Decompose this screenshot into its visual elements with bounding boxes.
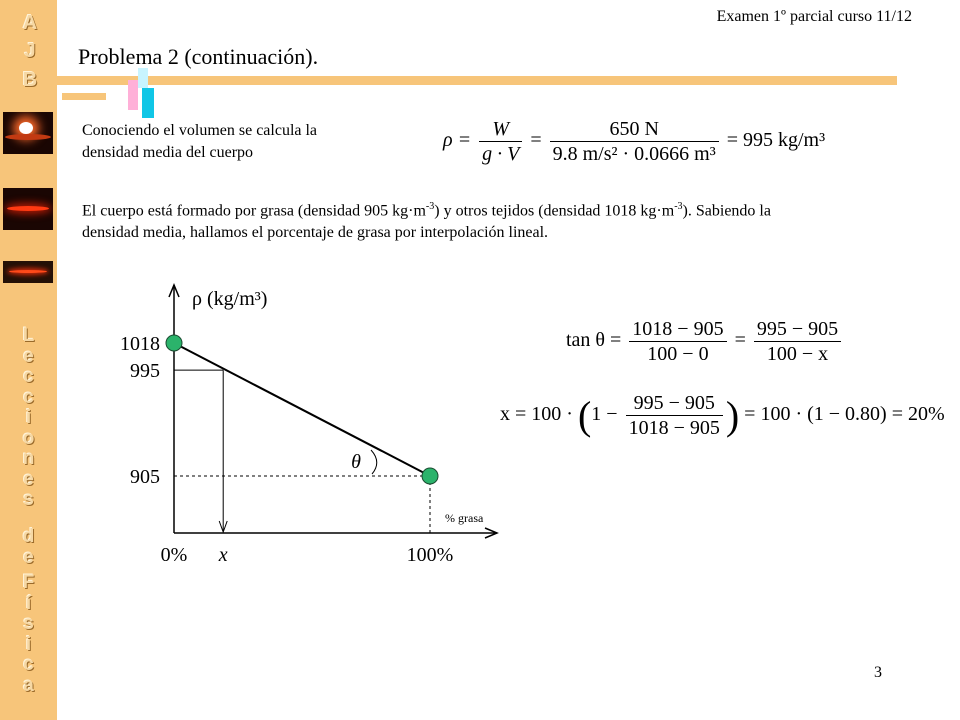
logo-letter-j: J [24, 40, 36, 62]
density-eq-den1: g · V [482, 143, 520, 165]
y-tick-995: 995 [130, 360, 160, 383]
y-axis-label: ρ (kg/m³) [192, 288, 268, 310]
comp-a: El cuerpo está formado por grasa (densidad 905 kg·m [82, 202, 426, 220]
x-eq-lhs: x = 100 · [500, 403, 573, 426]
x-axis-label: % grasa [445, 511, 484, 525]
angle-label: θ [351, 451, 361, 473]
data-point-1 [422, 468, 438, 484]
y-tick-1018: 1018 [120, 333, 160, 355]
density-eq-result: = 995 kg/m³ [726, 129, 826, 152]
density-equation: ρ = $\frac{W}{g \cdot V}$ = $\frac{650 N}{\text{9.8 m/s² · 0.0666 m³}}$ = 995 kg/m³ [443, 118, 826, 165]
logo-letter-b: B [22, 69, 38, 91]
intro-line-2: densidad media del cuerpo [82, 144, 254, 161]
composition-line-2: densidad media, hallamos el porcentaje de grasa por interpolación lineal. [82, 224, 549, 242]
tan-equation [566, 317, 844, 366]
density-eq-lhs: ρ = [443, 129, 472, 152]
y-tick-905: 905 [130, 466, 160, 488]
page-title: Problema 2 (continuación). [78, 44, 319, 69]
page-number: 3 [874, 664, 882, 681]
comp-exp2: -3 [674, 201, 683, 212]
x-tick-0: 0% [160, 544, 188, 566]
exam-label: Examen 1º parcial curso 11/12 [716, 8, 912, 25]
tan-eq-lhs: tan θ = [566, 329, 622, 352]
comp-b: ) y otros tejidos (densidad 1018 kg·m [434, 202, 675, 220]
density-eq-den2: 9.8 m/s² · 0.0666 m³ [552, 143, 716, 165]
density-eq-num1: W [479, 117, 522, 142]
density-eq-num2: 650 N [550, 117, 719, 142]
data-point-0 [166, 335, 182, 351]
x-equation: x = 100 · (1 − $\frac{995 - 905}{1018 - 905}$ ) = 100 · (1 − 0.80) = 20% [500, 392, 945, 439]
angle-arc [371, 450, 377, 474]
intro-line-1: Conociendo el volumen se calcula la [82, 122, 318, 139]
comp-exp1: -3 [425, 201, 435, 212]
x-eq-den: 1018 − 905 [628, 417, 720, 439]
sidebar-word-de-text: d e [22, 526, 35, 568]
tan-eq-num1: 1018 − 905 [629, 317, 726, 342]
logo-letter-a: A [22, 12, 38, 34]
tan-eq-num2: 995 − 905 [754, 317, 841, 342]
x-tick-2: 100% [406, 544, 454, 566]
x-tick-1: x [218, 544, 228, 566]
sidebar-word-fisica-text: F í s i c a [22, 572, 35, 696]
density-line [174, 343, 430, 476]
sidebar-word-lecciones-text: L e c c i o n e s [22, 325, 35, 510]
x-eq-one: 1 − [591, 403, 618, 426]
tan-eq-equals: = [734, 329, 746, 352]
x-eq-rhs: = 100 · (1 − 0.80) = 20% [744, 403, 945, 426]
tan-eq-den2: 100 − x [766, 343, 829, 365]
tan-eq-den1: 100 − 0 [647, 343, 709, 365]
x-eq-num: 995 − 905 [626, 391, 723, 416]
comp-c: ). Sabiendo la [682, 202, 771, 220]
